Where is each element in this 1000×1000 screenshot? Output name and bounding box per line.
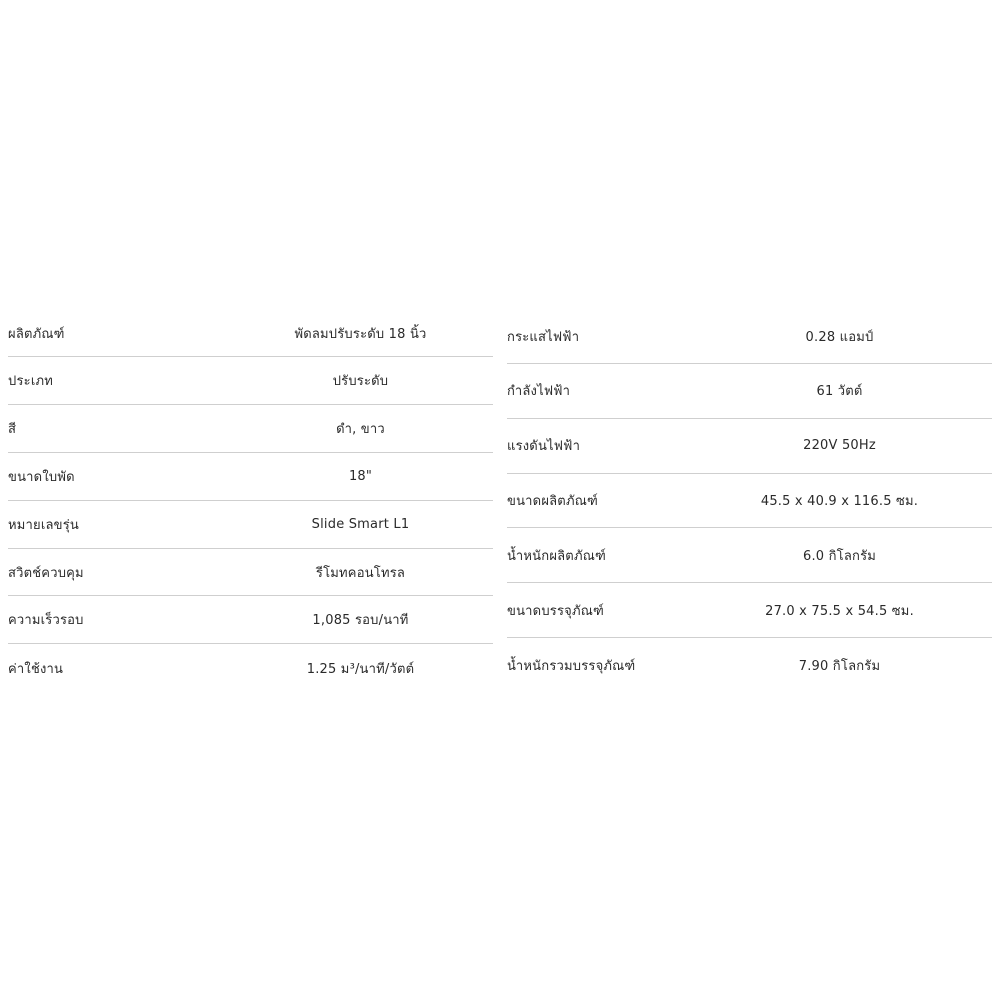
spec-value: 0.28 แอมป์ <box>805 330 874 345</box>
spec-value: Slide Smart L1 <box>311 516 410 532</box>
spec-value: 27.0 x 75.5 x 54.5 ซม. <box>765 603 914 619</box>
spec-value: ปรับระดับ <box>332 373 389 389</box>
spec-row <box>507 583 992 638</box>
spec-label: ขนาดใบพัด <box>8 469 75 485</box>
spec-label: แรงดันไฟฟ้า <box>507 439 581 455</box>
spec-label: ผลิตภัณฑ์ <box>8 326 65 342</box>
spec-row <box>507 419 992 474</box>
spec-value: ดำ, ขาว <box>336 421 385 437</box>
spec-value: 45.5 x 40.9 x 116.5 ซม. <box>760 493 919 509</box>
spec-row <box>8 310 493 357</box>
spec-value: 6.0 กิโลกรัม <box>802 548 877 564</box>
spec-label: กำลังไฟฟ้า <box>507 384 571 400</box>
spec-row <box>507 528 992 583</box>
spec-label: น้ำหนักรวมบรรจุภัณฑ์ <box>507 658 636 674</box>
spec-table-left <box>8 310 493 692</box>
spec-row <box>507 474 992 529</box>
spec-label: ขนาดผลิตภัณฑ์ <box>507 493 598 509</box>
spec-label: สวิตช์ควบคุม <box>8 565 84 581</box>
spec-row <box>507 310 992 364</box>
spec-label: ความเร็วรอบ <box>8 613 84 629</box>
spec-row <box>8 453 493 501</box>
spec-value: พัดลมปรับระดับ 18 นิ้ว <box>294 326 427 342</box>
spec-value: 1,085 รอบ/นาที <box>312 613 409 629</box>
spec-row <box>8 549 493 597</box>
spec-row <box>8 405 493 453</box>
spec-label: น้ำหนักผลิตภัณฑ์ <box>507 548 606 564</box>
spec-label: สี <box>8 421 17 437</box>
spec-value: 61 วัตต์ <box>816 384 863 400</box>
spec-label: ค่าใช้งาน <box>8 661 64 677</box>
spec-value: 7.90 กิโลกรัม <box>798 658 881 674</box>
spec-row <box>507 638 992 693</box>
spec-row <box>8 596 493 644</box>
spec-row <box>8 357 493 405</box>
spec-row <box>8 501 493 549</box>
spec-value: 1.25 ม³/นาที/วัตต์ <box>306 661 415 677</box>
spec-value: 18" <box>348 468 373 484</box>
spec-label: หมายเลขรุ่น <box>8 517 80 533</box>
spec-label: ขนาดบรรจุภัณฑ์ <box>507 603 604 619</box>
spec-label: กระแสไฟฟ้า <box>507 330 580 345</box>
spec-value: 220V 50Hz <box>803 438 876 454</box>
spec-label: ประเภท <box>8 373 53 389</box>
spec-table-right <box>507 310 992 693</box>
spec-value: รีโมทคอนโทรล <box>315 565 406 581</box>
spec-row <box>8 644 493 692</box>
spec-row <box>507 364 992 419</box>
